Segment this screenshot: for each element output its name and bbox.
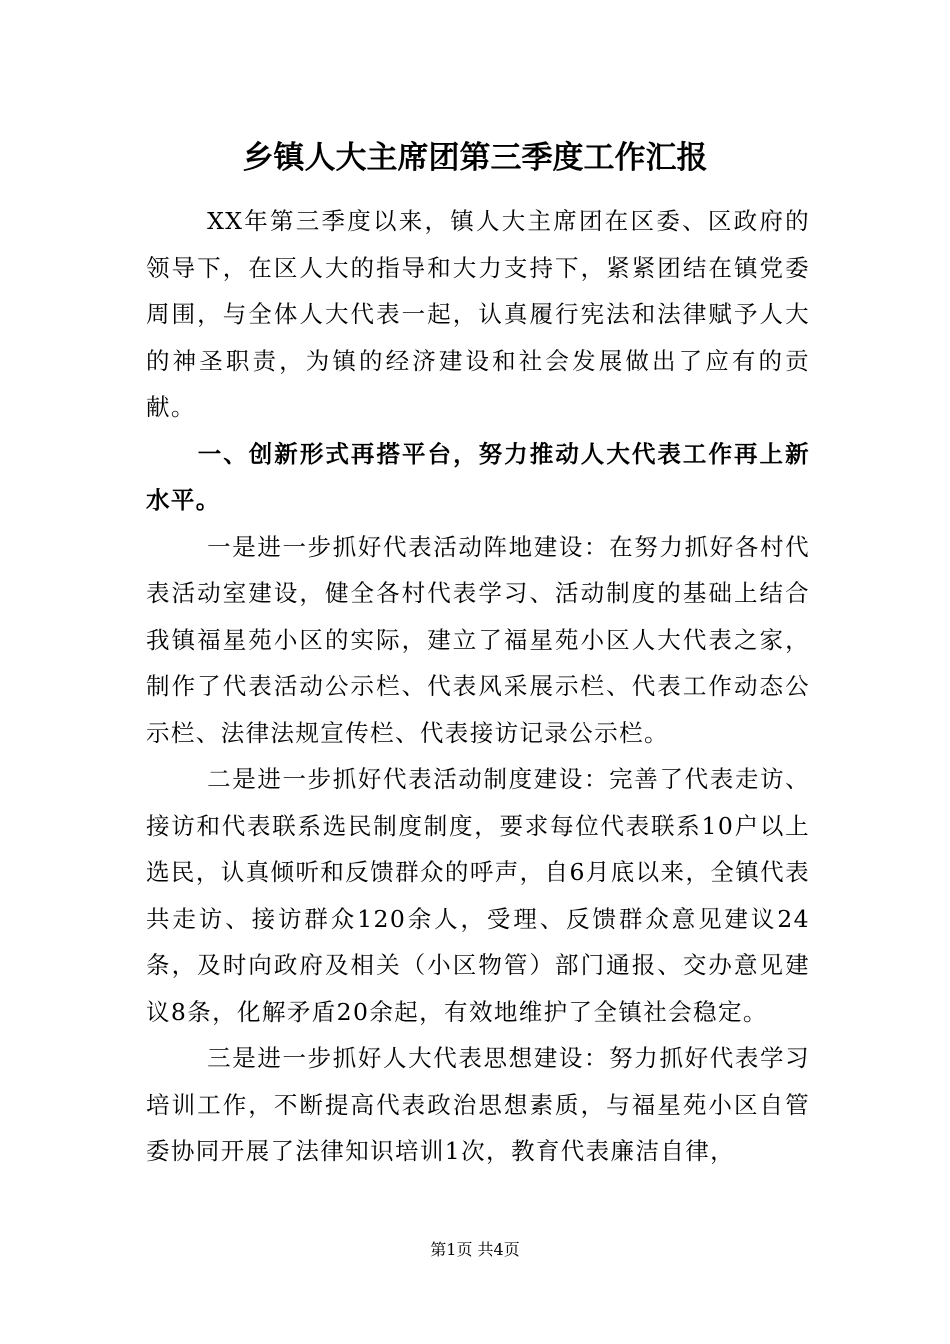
document-body	[146, 198, 810, 1175]
paragraph-item-1: 一是进一步抓好代表活动阵地建设：在努力抓好各村代表活动室建设，健全各村代表学习、活动制度的基础上结合我镇福星苑小区的实际，建立了福星苑小区人大代表之家，制作了代表活动公示栏、代表风采展示栏、代表工作动态公示栏、法律法规宣传栏、代表接访记录公示栏。	[146, 532, 810, 747]
section-heading-1: 一、创新形式再搭平台，努力推动人大代表工作再上新水平。	[146, 439, 810, 514]
page-footer	[0, 1238, 950, 1262]
document-title: 乡镇人大主席团第三季度工作汇报	[242, 140, 708, 176]
paragraph-item-2: 二是进一步抓好代表活动制度建设：完善了代表走访、接访和代表联系选民制度制度，要求每位代表联系10户以上选民，认真倾听和反馈群众的呼声，自6月底以来，全镇代表共走访、接访群众120余人，受理、反馈群众意见建议24条，及时向政府及相关（小区物管）部门通报、交办意见建议8条，化解矛盾20余起，有效地维护了全镇社会稳定。	[146, 765, 810, 1026]
paragraph-item-3: 三是进一步抓好人大代表思想建设：努力抓好代表学习培训工作，不断提高代表政治思想素质，与福星苑小区自管委协同开展了法律知识培训1次，教育代表廉洁自律，	[146, 1044, 810, 1165]
intro-paragraph: XX年第三季度以来，镇人大主席团在区委、区政府的领导下，在区人大的指导和大力支持下，紧紧团结在镇党委周围，与全体人大代表一起，认真履行宪法和法律赋予人大的神圣职责，为镇的经济建设和社会发展做出了应有的贡献。	[146, 207, 810, 421]
page-number: 第1页 共4页	[430, 1240, 520, 1259]
